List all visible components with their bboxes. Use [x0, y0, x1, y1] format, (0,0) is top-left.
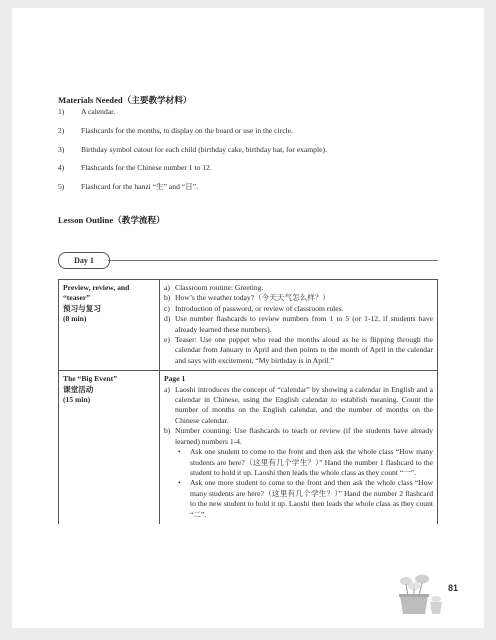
lesson-outline-table: [58, 279, 438, 524]
list-item: 1) A calendar.: [58, 107, 116, 116]
flower-pot-icon: [392, 572, 448, 618]
list-item: 4) Flashcards for the Chinese number 1 to 12.: [58, 163, 212, 173]
table-row: [59, 371, 438, 524]
table-row: [59, 280, 438, 371]
bullet-icon: •: [178, 478, 181, 488]
list-item: c) Introduction of password, or review of classroom rules.: [164, 303, 344, 313]
list-item: d) Use number flashcards to review numbers from 1 to 5 (or 1-12, if students have already learned these numbers).: [164, 314, 433, 334]
lesson-outline-heading: Lesson Outline（教学流程）: [58, 215, 165, 225]
row-content-cell: [160, 371, 438, 524]
list-item: b) How’s the weather today?（今天天气怎么样？）: [164, 293, 331, 303]
page-label: Page 1: [164, 374, 186, 384]
bullet-item: • Ask one student to come to the front and then ask the whole class “How many students are here?（这里有几个学生？）” Hand the number 1 flashcard to the student to hold it up. Laoshi then leads the whole class as they count “一”.: [178, 447, 433, 477]
list-item: a) Laoshi introduces the concept of “calendar” by showing a calendar in English and a calendar in Chinese, using the English calendar to establish meaning. Count the number of months on the English calendar, and the number of months on the Chinese calendar.: [164, 384, 433, 425]
page-number: 81: [448, 583, 459, 593]
bullet-item: • Ask one more student to come to the front and then ask the whole class “How many students are here?（这里有几个学生？）” Hand the number 2 flashcard to the new student to hold it up. Laoshi then leads the whole class as they count “二”.: [178, 478, 433, 519]
list-item: 3) Birthday symbol cutout for each child (birthday cake, birthday hat, for example).: [58, 144, 327, 154]
row-heading-cell: Preview, review, and “teaser” 预习与复习 (8 min): [59, 280, 160, 371]
bullet-icon: •: [178, 447, 181, 457]
list-item: 2) Flashcards for the months, to display on the board or use in the circle.: [58, 125, 293, 135]
day-label: Day 1: [58, 252, 110, 269]
materials-heading: Materials Needed（主要教学材料）: [58, 95, 192, 105]
row-content-cell: [160, 280, 438, 371]
list-item: e) Teaser: Use one puppet who read the months aloud as he is flipping through the calendar from January to April and then points to the month of April in the calendar and says with excitement, “My birthday is in April.”: [164, 335, 433, 365]
divider: [108, 260, 438, 261]
list-item: a) Classroom routine: Greeting.: [164, 283, 264, 292]
materials-list: [58, 107, 438, 201]
list-item: 5) Flashcard for the hanzi “生” and “日”.: [58, 182, 199, 192]
row-heading-cell: The “Big Event” 课堂活动 (15 min): [59, 371, 160, 524]
list-item: b) Number counting: Use flashcards to teach or review (if the students have already learned) numbers 1-4.: [164, 426, 433, 446]
